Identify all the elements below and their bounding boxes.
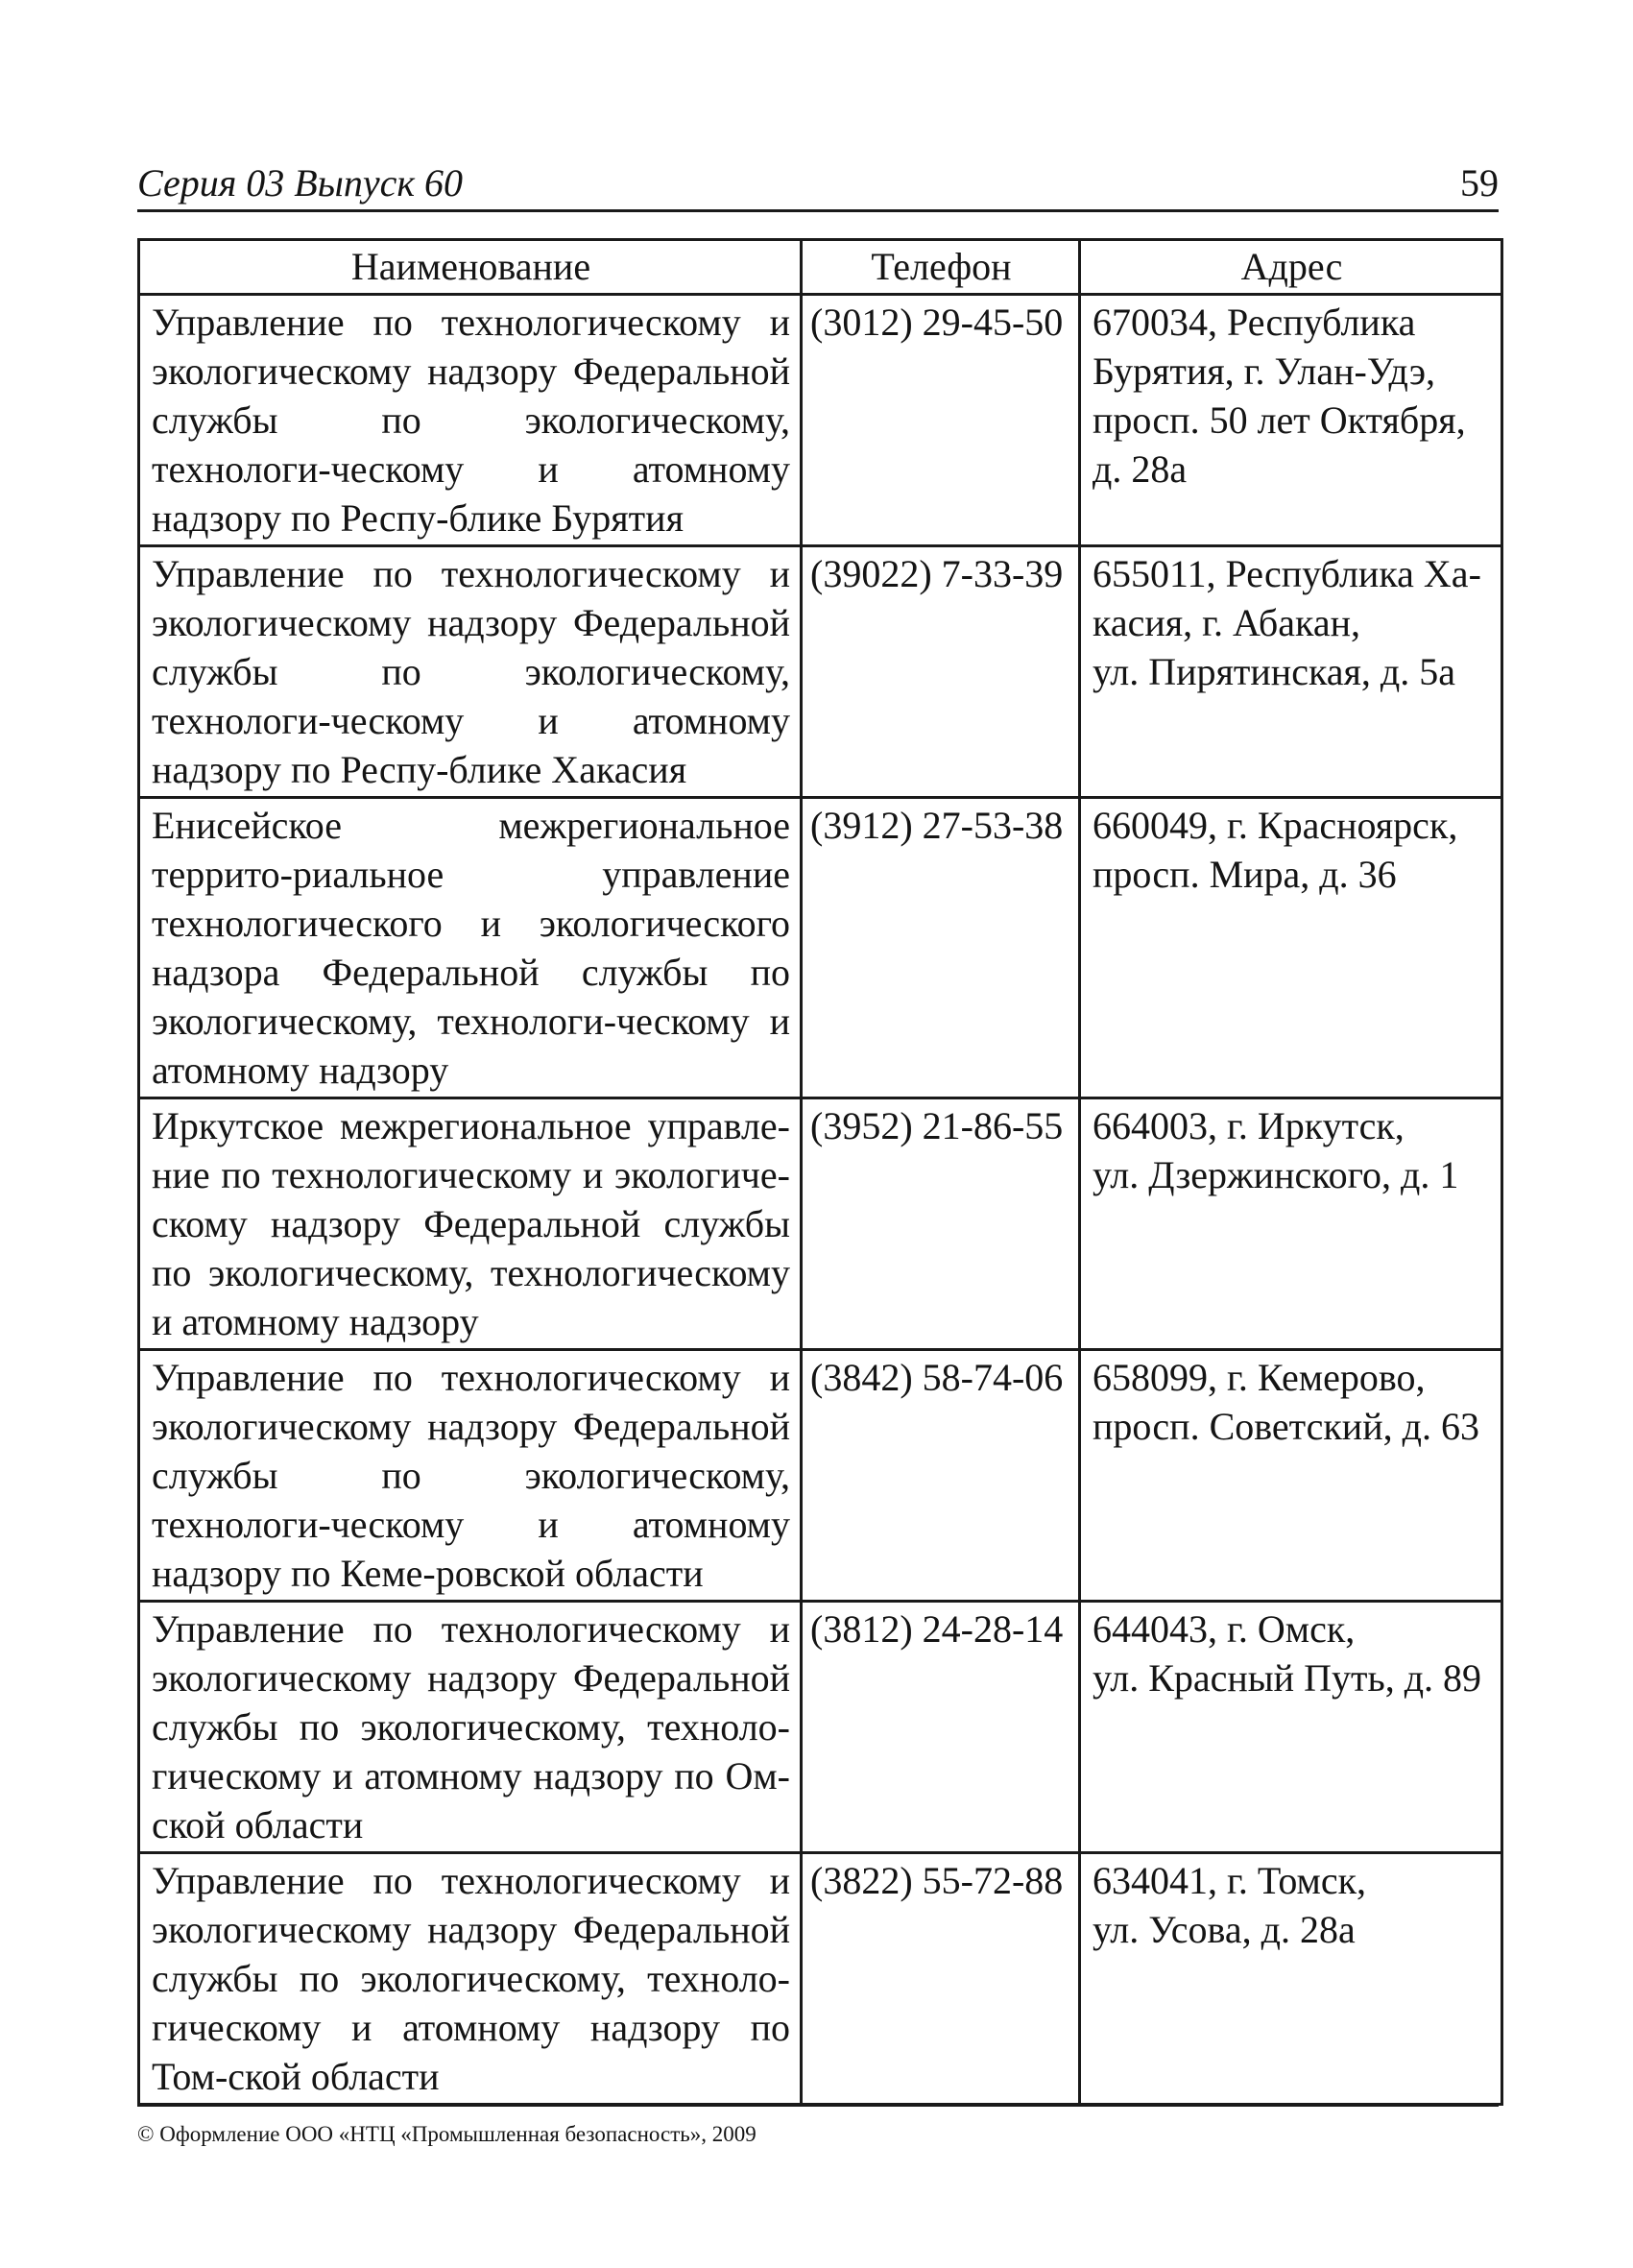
address-text: 670034, Республика Бурятия, г. Улан-Удэ, просп. 50 лет Октября, д. 28а <box>1093 301 1466 491</box>
cell-name: Управление по технологическому и экологическому надзору Федеральной службы по экологическому, технологи-ческому и атомному надзору по Респу-блике Бурятия <box>139 295 802 546</box>
cell-name: Управление по технологическому и экологическому надзору Федеральной службы по экологическому, техноло-гическому и атомному надзору по Ом-ской области <box>139 1602 802 1853</box>
table-row <box>139 798 1502 1098</box>
table-row <box>139 1602 1502 1853</box>
series-title: Серия 03 Выпуск 60 <box>137 161 464 205</box>
page-footer <box>137 2105 1499 2149</box>
column-header-phone: Телефон <box>802 240 1080 295</box>
cell-phone: (3822) 55-72-88 <box>802 1853 1080 2105</box>
column-header-name: Наименование <box>139 240 802 295</box>
cell-name: Иркутское межрегиональное управле-ние по технологическому и экологиче-скому надзору Федеральной службы по экологическому, технологическому и атомному надзору <box>139 1098 802 1350</box>
page-header <box>137 161 1499 212</box>
address-text: 655011, Республика Ха- касия, г. Абакан, ул. Пирятинская, д. 5а <box>1093 552 1481 693</box>
cell-phone: (3912) 27-53-38 <box>802 798 1080 1098</box>
cell-phone: (3952) 21-86-55 <box>802 1098 1080 1350</box>
cell-phone: (3842) 58-74-06 <box>802 1350 1080 1602</box>
contacts-table <box>137 238 1503 2106</box>
address-text: 660049, г. Красноярск, просп. Мира, д. 36 <box>1093 804 1458 896</box>
address-text: 634041, г. Томск, ул. Усова, д. 28а <box>1093 1859 1367 1951</box>
copyright-text: © Оформление ООО «НТЦ «Промышленная безопасность», 2009 <box>137 2122 756 2146</box>
table-row <box>139 295 1502 546</box>
cell-name: Управление по технологическому и экологическому надзору Федеральной службы по экологическому, технологи-ческому и атомному надзору по Кеме-ровской области <box>139 1350 802 1602</box>
cell-phone: (39022) 7-33-39 <box>802 546 1080 798</box>
cell-name: Управление по технологическому и экологическому надзору Федеральной службы по экологическому, техноло-гическому и атомному надзору по Том-ской области <box>139 1853 802 2105</box>
table-row <box>139 1853 1502 2105</box>
cell-phone: (3012) 29-45-50 <box>802 295 1080 546</box>
table-header-row <box>139 240 1502 295</box>
column-header-address: Адрес <box>1080 240 1502 295</box>
table-row <box>139 1098 1502 1350</box>
cell-address <box>1080 1853 1502 2105</box>
page-number: 59 <box>1460 161 1499 205</box>
cell-address <box>1080 546 1502 798</box>
cell-address <box>1080 295 1502 546</box>
address-text: 658099, г. Кемерово, просп. Советский, д. 63 <box>1093 1356 1479 1448</box>
cell-address <box>1080 1098 1502 1350</box>
table-row <box>139 1350 1502 1602</box>
cell-phone: (3812) 24-28-14 <box>802 1602 1080 1853</box>
cell-name: Енисейское межрегиональное террито-риальное управление технологического и экологического надзора Федеральной службы по экологическому, технологи-ческому и атомному надзору <box>139 798 802 1098</box>
cell-address <box>1080 1602 1502 1853</box>
address-text: 644043, г. Омск, ул. Красный Путь, д. 89 <box>1093 1607 1482 1700</box>
address-text: 664003, г. Иркутск, ул. Дзержинского, д. 1 <box>1093 1104 1459 1196</box>
cell-address <box>1080 1350 1502 1602</box>
table-row <box>139 546 1502 798</box>
cell-address <box>1080 798 1502 1098</box>
cell-name: Управление по технологическому и экологическому надзору Федеральной службы по экологическому, технологи-ческому и атомному надзору по Респу-блике Хакасия <box>139 546 802 798</box>
